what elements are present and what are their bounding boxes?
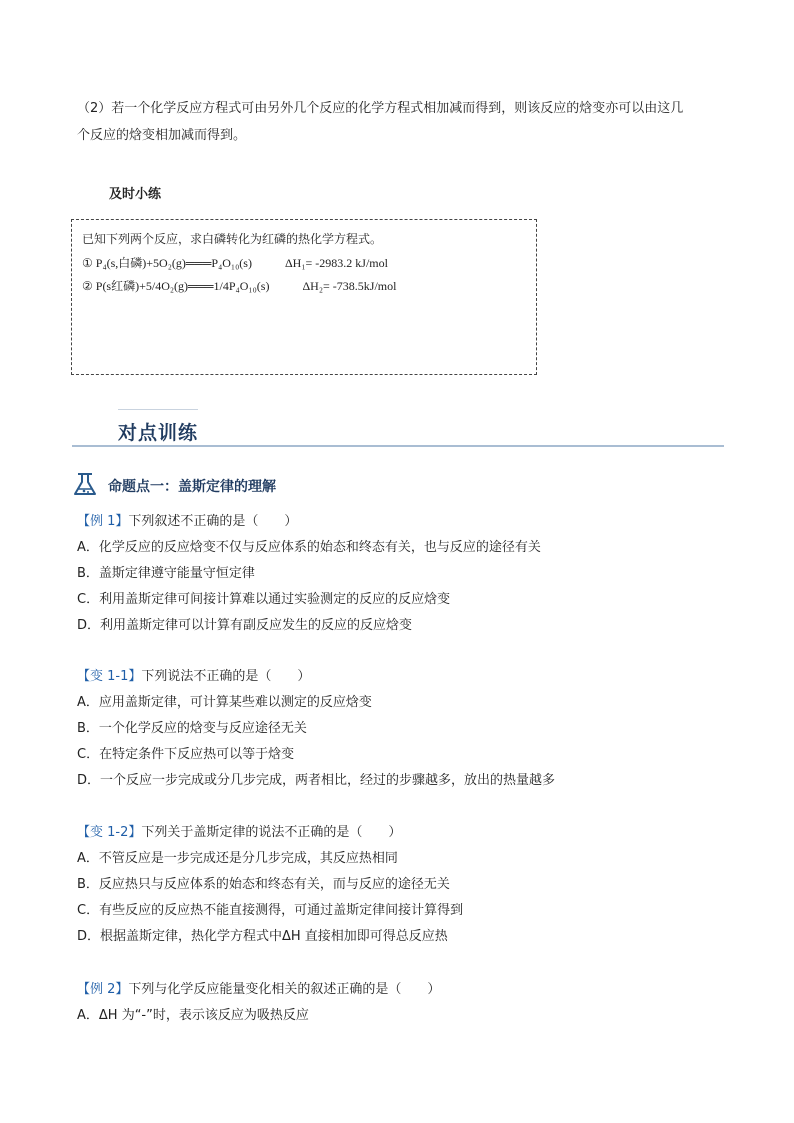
equation-2-body: P(s红磷)+5/4O₂(g)═══1/4P₄O₁₀(s): [95, 279, 270, 293]
question-3-option-d: D．根据盖斯定律，热化学方程式中ΔH 直接相加即可得总反应热: [77, 929, 448, 944]
intro-line-1: （2）若一个化学反应方程式可由另外几个反应的化学方程式相加减而得到，则该反应的焓变亦可以由这几: [77, 101, 684, 116]
question-2-option-d: D．一个反应一步完成或分几步完成，两者相比，经过的步骤越多，放出的热量越多: [77, 773, 556, 788]
practice-prompt: 已知下列两个反应，求白磷转化为红磷的热化学方程式。: [82, 232, 383, 246]
equation-1-number: ①: [82, 256, 93, 270]
equation-1: [82, 254, 388, 271]
equation-1-dh: ΔH₁= -2983.2 kJ/mol: [284, 256, 388, 270]
practice-box: [71, 219, 537, 375]
question-1-stem: [77, 509, 297, 534]
question-2-stem: [77, 664, 310, 689]
section-rule-top: [118, 409, 198, 410]
question-2-tag: 【变 1-1】: [77, 669, 142, 684]
question-1-tag: 【例 1】: [77, 514, 129, 529]
equation-2: [82, 277, 396, 294]
flask-icon: [70, 470, 100, 498]
question-4-stem: [77, 977, 440, 1002]
question-1-option-d: D．利用盖斯定律可以计算有副反应发生的反应的反应焓变: [77, 618, 413, 633]
intro-line-2: 个反应的焓变相加减而得到。: [77, 128, 247, 143]
question-3-stem: [77, 820, 401, 845]
section-title: 对点训练: [118, 422, 199, 444]
question-4-text: 下列与化学反应能量变化相关的叙述正确的是（ ）: [128, 982, 441, 997]
question-2-option-b: B．一个化学反应的焓变与反应途径无关: [77, 721, 307, 736]
intro-paragraph: [77, 95, 727, 149]
point-title: 命题点一：盖斯定律的理解: [108, 479, 276, 495]
question-3-tag: 【变 1-2】: [77, 825, 142, 840]
question-2-text: 下列说法不正确的是（ ）: [141, 669, 311, 684]
question-2-option-c: C．在特定条件下反应热可以等于焓变: [77, 747, 295, 762]
question-1-text: 下列叙述不正确的是（ ）: [128, 514, 298, 529]
question-3-text: 下列关于盖斯定律的说法不正确的是（ ）: [141, 825, 402, 840]
section-divider: [72, 445, 724, 447]
equation-2-number: ②: [82, 279, 93, 293]
equation-2-dh: ΔH₂= -738.5kJ/mol: [302, 279, 397, 293]
practice-title: 及时小练: [109, 187, 162, 202]
question-1-option-a: A．化学反应的反应焓变不仅与反应体系的始态和终态有关，也与反应的途径有关: [77, 540, 541, 555]
question-1-option-b: B．盖斯定律遵守能量守恒定律: [77, 566, 255, 581]
question-4-tag: 【例 2】: [77, 982, 129, 997]
question-3-option-c: C．有些反应的反应热不能直接测得，可通过盖斯定律间接计算得到: [77, 903, 464, 918]
question-3-option-a: A．不管反应是一步完成还是分几步完成，其反应热相同: [77, 851, 398, 866]
question-2-option-a: A．应用盖斯定律，可计算某些难以测定的反应焓变: [77, 695, 372, 710]
question-4-option-a: A．ΔH 为“-”时，表示该反应为吸热反应: [77, 1008, 309, 1023]
equation-1-body: P₄(s,白磷)+5O₂(g)═══P₄O₁₀(s): [95, 256, 252, 270]
question-3-option-b: B．反应热只与反应体系的始态和终态有关，而与反应的途径无关: [77, 877, 450, 892]
question-1-option-c: C．利用盖斯定律可间接计算难以通过实验测定的反应的反应焓变: [77, 592, 451, 607]
